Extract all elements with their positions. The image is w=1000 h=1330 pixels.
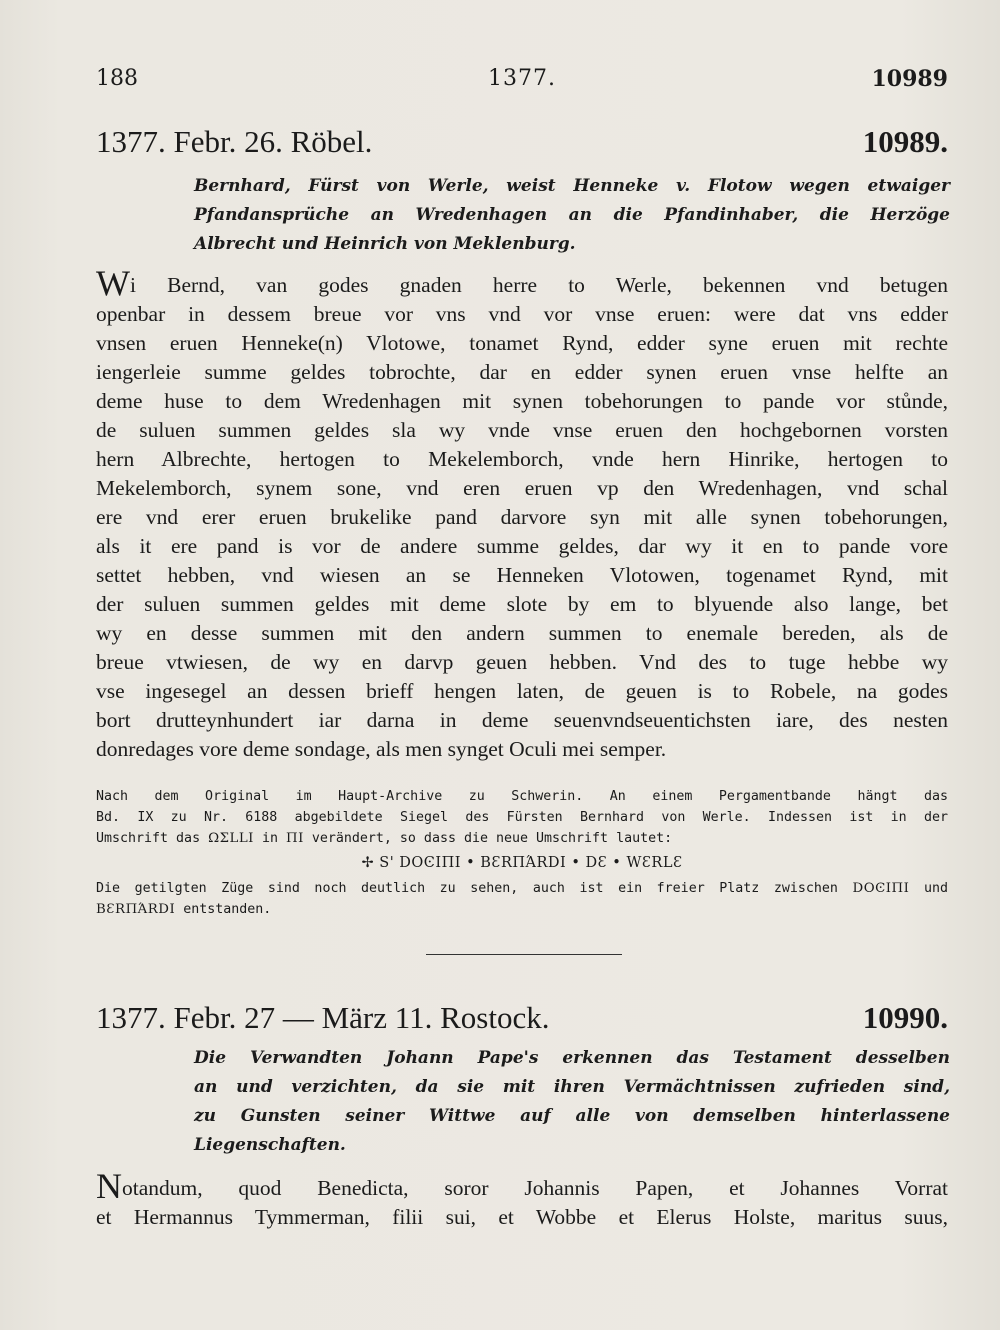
regest-line: Pfandansprüche an Wredenhagen an die Pfandinhaber, die Herzöge — [194, 205, 950, 225]
text-line: de suluen summen geldes sla wy vnde vnse eruen den hochgebornen vorsten — [96, 418, 948, 442]
regest-line: zu Gunsten seiner Wittwe auf alle von demselben hinterlassene — [194, 1106, 950, 1126]
section-divider — [426, 954, 622, 955]
text-line: wy en desse summen mit den andern summen to enemale bereden, als de — [96, 621, 948, 645]
initial-letter: W — [96, 263, 130, 303]
running-head — [96, 66, 948, 98]
entry-10989-text — [96, 263, 948, 764]
regest-line: Albrecht und Heinrich von Meklenburg. — [194, 234, 576, 254]
regest-line: Die Verwandten Johann Pape's erkennen das Testament desselben — [194, 1048, 950, 1068]
entry-10990-regest — [194, 1044, 950, 1160]
note-line: Nach dem Original im Haupt-Archive zu Schwerin. An einem Pergamentbande hängt das — [96, 789, 948, 804]
page-number: 188 — [96, 66, 138, 91]
text-line: openbar in dessem breue vor vns vnd vor vnse eruen: were dat vns edder — [96, 302, 948, 326]
seal-word-new: ΠI — [285, 831, 304, 846]
text-line: iengerleie summe geldes tobrochte, dar en edder synen eruen vnse helfte an — [96, 360, 948, 384]
note-line: Die getilgten Züge sind noch deutlich zu sehen, auch ist ein freier Platz zwischen DOϾIΠI und — [96, 881, 948, 896]
text-line-first — [96, 263, 948, 303]
text-first-rest: otandum, quod Benedicta, soror Johannis Papen, et Johannes Vorrat — [122, 1176, 948, 1200]
entry-10990-heading — [96, 1000, 948, 1038]
text-first-rest: i Bernd, van godes gnaden herre to Werle, bekennen vnd betugen — [129, 273, 948, 297]
seal-inscription: ✢ S' DOϾIΠI • BƐRΠΆRDI • DƐ • WƐRLƐ — [361, 855, 683, 871]
regest-line: Bernhard, Fürst von Werle, weist Henneke v. Flotow wegen etwaiger — [194, 176, 950, 196]
note-line: BƐRΠΆRDI entstanden. — [96, 902, 272, 917]
entry-10990-number: 10990. — [862, 1000, 948, 1035]
text-line: breue vtwiesen, de wy en darvp geuen hebben. Vnd des to tuge hebbe wy — [96, 650, 948, 674]
entry-10990-date: 1377. Febr. 27 — März 11. Rostock. — [96, 1000, 550, 1035]
entry-10990-text — [96, 1166, 948, 1232]
note-line: Umschrift das ΩΣLLI in ΠI verändert, so dass die neue Umschrift lautet: — [96, 831, 673, 846]
text-line: hern Albrechte, hertogen to Mekelemborch, vnde hern Hinrike, hertogen to — [96, 447, 948, 471]
text-line: deme huse to dem Wredenhagen mit synen tobehorungen to pande vor stůnde, — [96, 389, 948, 413]
running-document-number: 10989 — [871, 66, 948, 92]
regest-line: an und verzichten, da sie mit ihren Vermächtnissen zufrieden sind, — [194, 1077, 950, 1097]
entry-10989-date: 1377. Febr. 26. Röbel. — [96, 124, 373, 159]
regest-line: Liegenschaften. — [194, 1135, 346, 1155]
text-line: donredages vore deme sondage, als men synget Oculi mei semper. — [96, 737, 667, 761]
text-line: et Hermannus Tymmerman, filii sui, et Wobbe et Elerus Holste, maritus suus, — [96, 1205, 948, 1229]
text-line: Mekelemborch, synem sone, vnd eren eruen vp den Wredenhagen, vnd schal — [96, 476, 948, 500]
text-line-first — [96, 1166, 948, 1206]
entry-10989-heading — [96, 124, 948, 162]
text-line: der suluen summen geldes mit deme slote by em to blyuende also lange, bet — [96, 592, 948, 616]
text-line: settet hebben, vnd wiesen an se Henneken Vlotowen, togenamet Rynd, mit — [96, 563, 948, 587]
text-line: bort drutteynhundert iar darna in deme seuenvndseuentichsten iare, des nesten — [96, 708, 948, 732]
running-year: 1377. — [488, 66, 556, 91]
entry-10989-number: 10989. — [862, 124, 948, 159]
text-line: vse ingesegel an dessen brieff hengen laten, de geuen is to Robele, na godes — [96, 679, 948, 703]
text-line: vnsen eruen Henneke(n) Vlotowe, tonamet Rynd, edder syne eruen mit rechte — [96, 331, 948, 355]
text-line: als it ere pand is vor de andere summe geldes, dar wy it en to pande vore — [96, 534, 948, 558]
text-line: ere vnd erer eruen brukelike pand darvore syn mit alle synen tobehorungen, — [96, 505, 948, 529]
entry-10989-regest — [194, 172, 950, 259]
initial-letter: N — [96, 1166, 122, 1206]
entry-10989-footnote — [96, 786, 948, 920]
seal-word-old: ΩΣLLI — [208, 831, 254, 846]
note-line: Bd. IX zu Nr. 6188 abgebildete Siegel des Fürsten Bernhard von Werle. Indessen ist in der — [96, 810, 948, 825]
